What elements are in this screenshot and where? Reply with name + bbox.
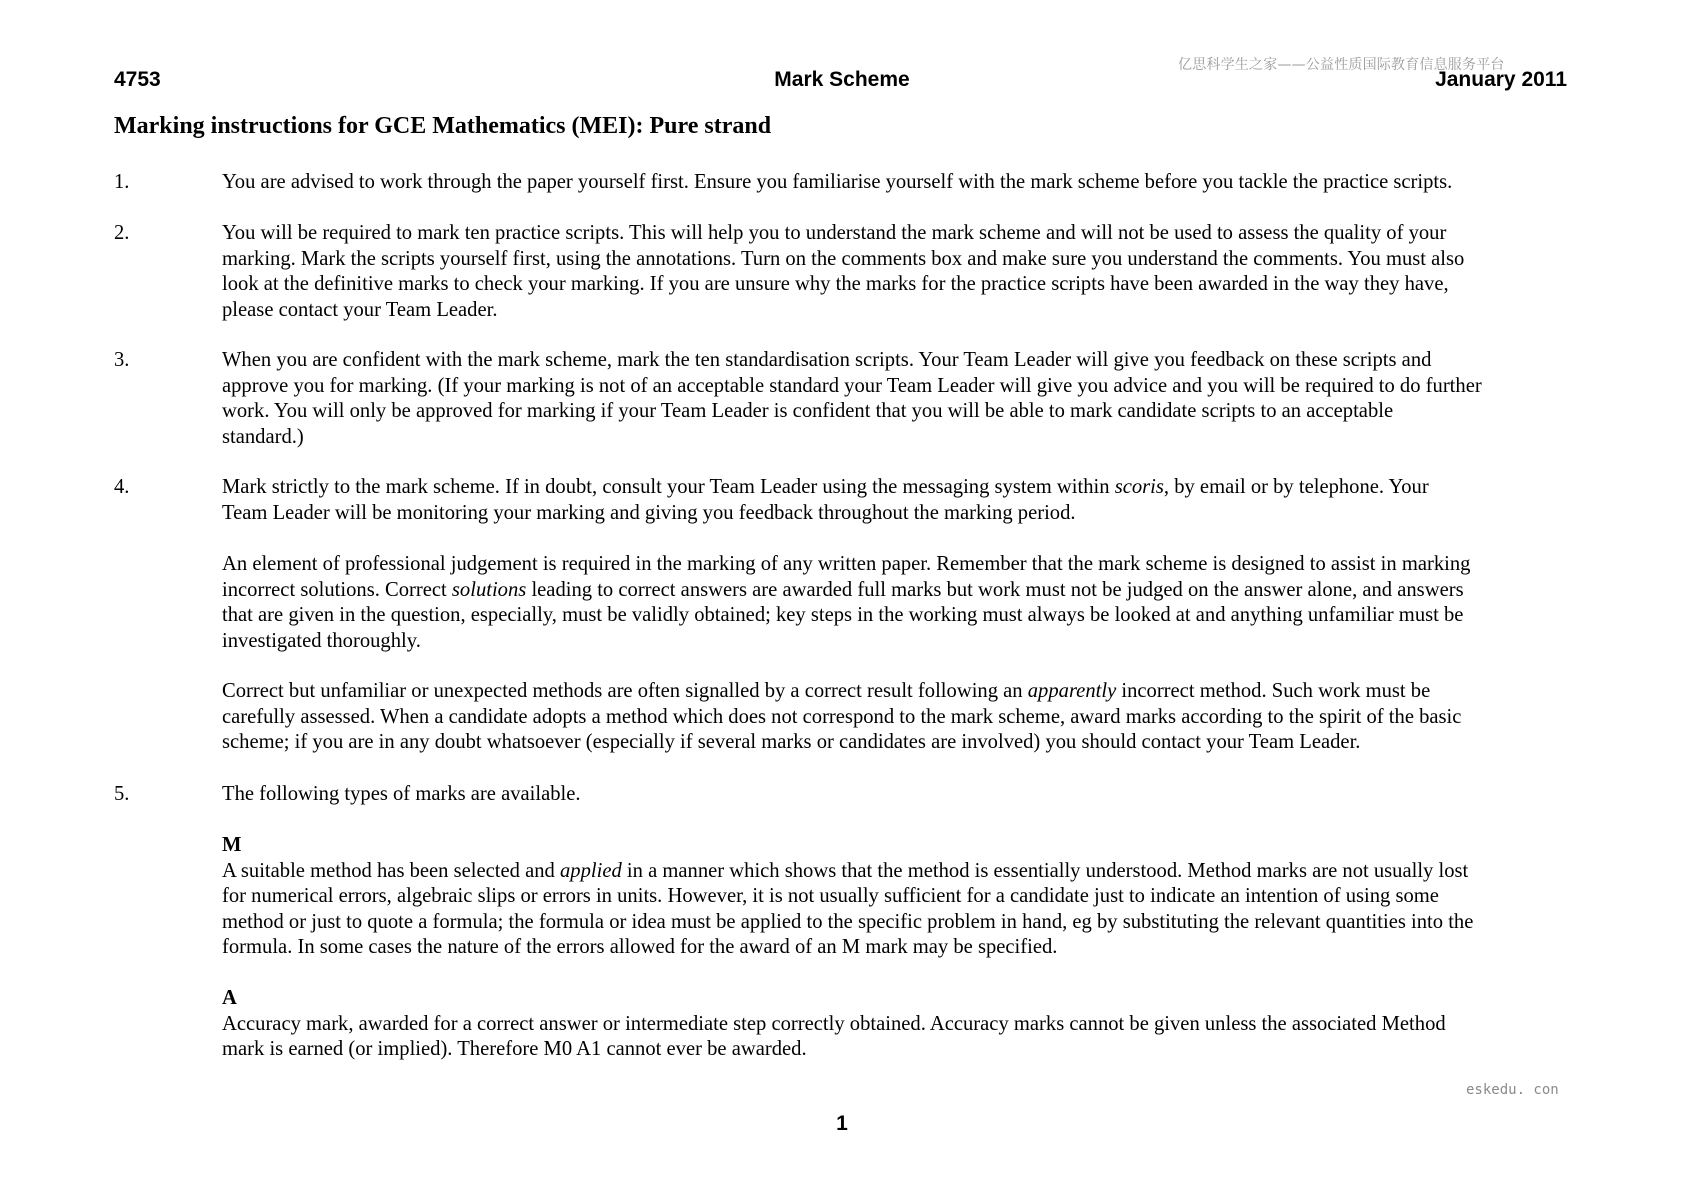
text-run: incorrect solutions. Correct <box>222 578 452 601</box>
mark-type-m-line: formula. In some cases the nature of the errors allowed for the award of an M mark may be specified. <box>222 936 1058 959</box>
item-3-line: standard.) <box>222 425 304 448</box>
italic-term-applied: applied <box>559 859 622 882</box>
item-2-line: marking. Mark the scripts yourself first, using the annotations. Turn on the comments box and make sure you understand the comments. You must also <box>222 247 1465 270</box>
mark-type-m <box>222 833 1582 961</box>
item-4-para-2-line: that are given in the question, especially, must be validly obtained; key steps in the working must always be looked at and anything unfamiliar must be <box>222 604 1464 627</box>
italic-term-solutions: solutions <box>451 578 527 601</box>
item-4-para-2-line: An element of professional judgement is required in the marking of any written paper. Remember that the mark scheme is designed to assist in marking <box>222 553 1471 575</box>
mark-type-a-letter: A <box>222 987 237 1009</box>
item-4-para-3-line: carefully assessed. When a candidate adopts a method which does not correspond to the mark scheme, award marks according to the spirit of the basic <box>222 705 1462 728</box>
item-2-line: look at the definitive marks to check your marking. If you are unsure why the marks for the practice scripts have been awarded in the way they have, <box>222 273 1449 296</box>
watermark-site-url: eskedu. con <box>1466 1082 1559 1098</box>
paper-code: 4753 <box>114 68 161 91</box>
item-1-text <box>222 170 1582 196</box>
text-run: Correct but unfamiliar or unexpected methods are often signalled by a correct result following an <box>222 680 1028 702</box>
item-4-para-3-line <box>222 679 1582 705</box>
item-2-line: You will be required to mark ten practice scripts. This will help you to understand the mark scheme and will not be used to assess the quality of your <box>222 222 1447 244</box>
text-run: in a manner which shows that the method is essentially understood. Method marks are not usually lost <box>621 859 1469 882</box>
item-4-para-2-line <box>222 578 1582 604</box>
item-4-para-3 <box>222 679 1582 756</box>
item-5-intro <box>222 782 1582 808</box>
item-4-para-1-line <box>222 475 1582 501</box>
item-4-para-2 <box>222 552 1582 654</box>
italic-term-scoris: scoris <box>1114 476 1164 498</box>
text-run: Mark strictly to the mark scheme. If in doubt, consult your Team Leader using the messaging system within <box>222 476 1115 498</box>
item-3-line: approve you for marking. (If your marking is not of an acceptable standard your Team Leader will give you advice and you will be required to do further <box>222 374 1482 397</box>
mark-type-m-line <box>222 859 1582 885</box>
item-number-2: 2. <box>114 222 130 244</box>
item-1-line: You are advised to work through the paper yourself first. Ensure you familiarise yourself with the mark scheme before you tackle the practice scripts. <box>222 171 1453 193</box>
item-number-5: 5. <box>114 783 130 805</box>
mark-type-a-line: mark is earned (or implied). Therefore M0 A1 cannot ever be awarded. <box>222 1038 807 1061</box>
page-number: 1 <box>836 1112 848 1135</box>
mark-type-m-line: for numerical errors, algebraic slips or errors in units. However, it is not usually sufficient for a candidate just to indicate an intention of using some <box>222 885 1439 908</box>
item-3-text <box>222 348 1582 450</box>
item-3-line: work. You will only be approved for marking if your Team Leader is confident that you will be able to mark candidate scripts to an acceptable <box>222 400 1394 423</box>
mark-type-m-line: method or just to quote a formula; the formula or idea must be applied to the specific problem in hand, eg by substituting the relevant quantities into the <box>222 910 1474 933</box>
mark-type-a-line: Accuracy mark, awarded for a correct answer or intermediate step correctly obtained. Accuracy marks cannot be given unless the associated Method <box>222 1012 1446 1035</box>
text-run: , by email or by telephone. Your <box>1163 476 1429 498</box>
page-title: Marking instructions for GCE Mathematics (MEI): Pure strand <box>114 113 772 139</box>
mark-type-a <box>222 986 1582 1063</box>
item-4-para-1 <box>222 475 1582 526</box>
item-2-line: please contact your Team Leader. <box>222 298 498 321</box>
italic-term-apparently: apparently <box>1027 680 1117 702</box>
watermark-site-banner: 亿思科学生之家——公益性质国际教育信息服务平台 <box>1178 57 1505 73</box>
text-run: incorrect method. Such work must be <box>1116 680 1431 702</box>
item-2-text <box>222 221 1582 323</box>
item-4-para-1-line: Team Leader will be monitoring your marking and giving you feedback throughout the marking period. <box>222 501 1076 524</box>
item-number-1: 1. <box>114 171 130 193</box>
header-date: January 2011 <box>1435 68 1567 91</box>
mark-type-a-heading <box>222 986 1582 1012</box>
item-number-3: 3. <box>114 349 130 371</box>
item-3-line: When you are confident with the mark scheme, mark the ten standardisation scripts. Your Team Leader will give you feedback on these scripts and <box>222 349 1432 371</box>
item-number-4: 4. <box>114 476 130 498</box>
text-run: A suitable method has been selected and <box>222 859 560 882</box>
item-5-intro-line: The following types of marks are available. <box>222 783 581 805</box>
item-4-para-2-line: investigated thoroughly. <box>222 629 421 652</box>
header-mark-scheme: Mark Scheme <box>774 68 910 91</box>
text-run: leading to correct answers are awarded full marks but work must not be judged on the answer alone, and answers <box>526 578 1464 601</box>
mark-type-m-heading <box>222 833 1582 859</box>
item-4-para-3-line: scheme; if you are in any doubt whatsoever (especially if several marks or candidates are involved) you should contact your Team Leader. <box>222 731 1361 754</box>
mark-type-m-letter: M <box>222 834 242 856</box>
